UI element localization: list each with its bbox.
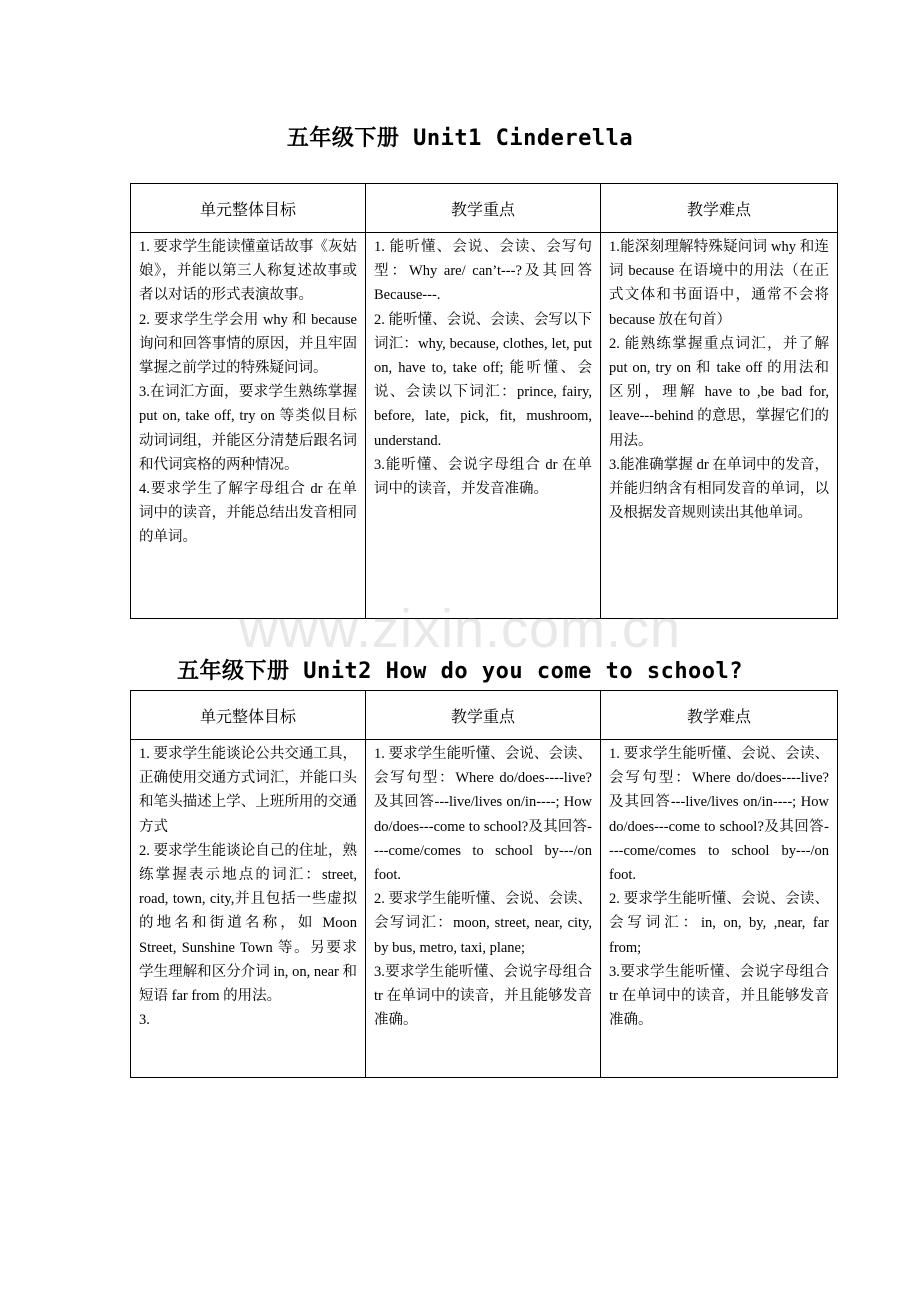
unit1-goal-item: 1. 要求学生能读懂童话故事《灰姑娘》，并能以第三人称复述故事或者以对话的形式表演故事。 <box>139 239 357 304</box>
unit2-difficulty-item: 1. 要求学生能听懂、会说、会读、会写句型：Where do/does----live? 及其回答---live/lives on/in----; How do/does---come to school?及其回答----come/comes to school by---/on foot. <box>609 746 829 884</box>
unit1-header-goals: 单元整体目标 <box>131 184 366 233</box>
unit2-table <box>130 690 838 1078</box>
unit1-goal-item: 3.在词汇方面，要求学生熟练掌握 put on, take off, try on 等类似目标动词词组，并能区分清楚后跟名词和代词宾格的两种情况。 <box>139 384 357 473</box>
unit1-key-points-cell <box>366 233 601 619</box>
unit1-header-row <box>131 184 838 233</box>
unit1-difficulty-item: 3.能准确掌握 dr 在单词中的发音，并能归纳含有相同发音的单词，以及根据发音规则读出其他单词。 <box>609 456 829 522</box>
unit1-header-difficulties: 教学难点 <box>601 184 838 233</box>
unit2-header-goals: 单元整体目标 <box>131 691 366 740</box>
unit2-goal-item: 3. <box>139 1012 150 1029</box>
unit2-key-point-item: 2. 要求学生能听懂、会说、会读、会写词汇：moon, street, near, city, by bus, metro, taxi, plane; <box>374 891 592 956</box>
unit1-title: 五年级下册 Unit1 Cinderella <box>286 126 634 151</box>
unit2-title: 五年级下册 Unit2 How do you come to school? <box>176 659 744 684</box>
unit2-goal-item: 1. 要求学生能谈论公共交通工具，正确使用交通方式词汇，并能口头和笔头描述上学、上班所用的交通方式 <box>139 746 357 835</box>
unit2-content-row <box>131 740 838 1078</box>
unit1-difficulty-item: 2. 能熟练掌握重点词汇，并了解 put on, try on 和 take off 的用法和区别，理解 have to ,be bad for, leave---behind 的意思，掌握它们的用法。 <box>609 335 829 449</box>
unit2-key-point-item: 3.要求学生能听懂、会说字母组合 tr 在单词中的读音，并且能够发音准确。 <box>374 963 592 1029</box>
unit2-goals-cell <box>131 740 366 1078</box>
unit2-key-point-item: 1. 要求学生能听懂、会说、会读、会写句型：Where do/does----live? 及其回答---live/lives on/in----; How do/does---come to school?及其回答----come/comes to school by---/on foot. <box>374 746 592 884</box>
unit2-difficulty-item: 3.要求学生能听懂、会说字母组合 tr 在单词中的读音，并且能够发音准确。 <box>609 963 829 1029</box>
unit2-difficulties-cell <box>601 740 838 1078</box>
unit1-content-row <box>131 233 838 619</box>
unit2-header-key-points: 教学重点 <box>366 691 601 740</box>
unit1-difficulties-cell <box>601 233 838 619</box>
unit1-key-point-item: 1. 能听懂、会说、会读、会写句型：Why are/ can’t---?及其回答 Because---. <box>374 239 592 304</box>
unit1-goal-item: 4.要求学生了解字母组合 dr 在单词中的读音，并能总结出发音相同的单词。 <box>139 481 357 546</box>
unit1-key-point-item: 3.能听懂、会说字母组合 dr 在单词中的读音，并发音准确。 <box>374 456 592 498</box>
unit2-goal-item: 2. 要求学生能谈论自己的住址，熟练掌握表示地点的词汇：street, road, town, city,并且包括一些虚拟的地名和街道名称，如 Moon Street, Sunshine Town 等。另要求学生理解和区分介词 in, on, near 和短语 far from 的用法。 <box>139 842 357 1005</box>
unit1-table <box>130 183 838 619</box>
unit2-header-difficulties: 教学难点 <box>601 691 838 740</box>
unit1-goals-cell <box>131 233 366 619</box>
unit2-difficulty-item: 2. 要求学生能听懂、会说、会读、会写词汇：in, on, by, ,near, far from; <box>609 891 829 956</box>
unit2-key-points-cell <box>366 740 601 1078</box>
unit1-goal-item: 2. 要求学生学会用 why 和 because 询问和回答事情的原因，并且牢固掌握之前学过的特殊疑问词。 <box>139 311 357 377</box>
unit1-key-point-item: 2. 能听懂、会说、会读、会写以下词汇：why, because, clothes, let, put on, have to, take off; 能听懂、会说、会读以下词汇：prince, fairy, before, late, pick, fit, mushroom, understand. <box>374 311 592 449</box>
unit1-header-key-points: 教学重点 <box>366 184 601 233</box>
unit1-difficulty-item: 1.能深刻理解特殊疑问词 why 和连词 because 在语境中的用法（在正式文体和书面语中，通常不会将 because 放在句首） <box>609 239 829 328</box>
watermark: www.zixin.com.cn <box>238 599 682 659</box>
unit2-header-row <box>131 691 838 740</box>
